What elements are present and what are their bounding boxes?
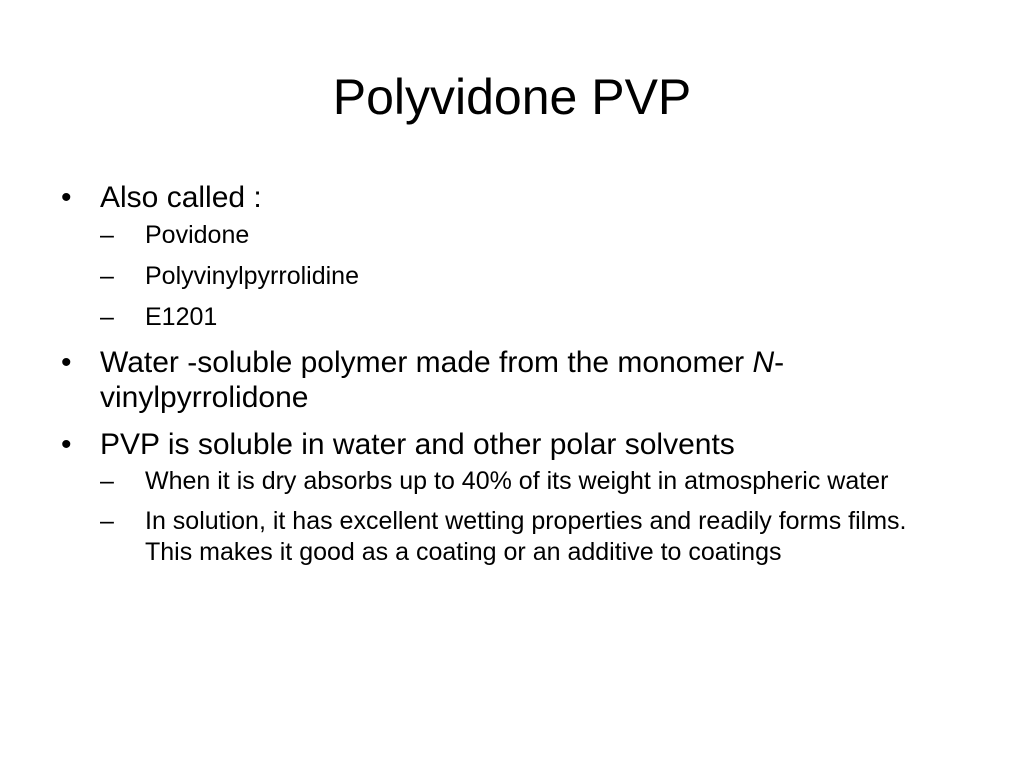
sub-marker: –: [100, 221, 114, 249]
bullet-text: Also called :: [100, 181, 262, 214]
bullet-marker: •: [61, 428, 72, 461]
bullet-text-before: Water -soluble polymer made from the monomer: [100, 346, 753, 379]
bullet-item: [58, 345, 958, 415]
sub-marker: –: [100, 262, 114, 290]
slide-content: [58, 180, 958, 580]
sub-item: [100, 506, 958, 568]
sub-list: [100, 219, 958, 333]
sub-item: [100, 219, 958, 251]
sub-text: E1201: [145, 303, 218, 331]
sub-item: [100, 301, 958, 333]
sub-marker: –: [100, 507, 114, 535]
sub-text: In solution, it has excellent wetting properties and readily forms films. This makes it good as a coating or an additive to coatings: [145, 507, 907, 566]
sub-marker: –: [100, 303, 114, 331]
sub-text: Polyvinylpyrrolidine: [145, 262, 359, 290]
bullet-marker: •: [61, 181, 72, 214]
sub-item: [100, 260, 958, 292]
bullet-marker: •: [61, 346, 72, 379]
sub-text: When it is dry absorbs up to 40% of its weight in atmospheric water: [145, 467, 889, 495]
bullet-text: PVP is soluble in water and other polar solvents: [100, 428, 735, 461]
slide-title: Polyvidone PVP: [332, 69, 692, 125]
sub-item: [100, 466, 958, 497]
bullet-item: [58, 427, 958, 568]
bullet-text-italic: N: [752, 346, 775, 379]
sub-marker: –: [100, 467, 114, 495]
bullet-item: [58, 180, 958, 333]
sub-list: [100, 466, 958, 568]
sub-text: Povidone: [145, 221, 250, 249]
bullet-text: [100, 346, 784, 414]
bullet-text-after: -vinylpyrrolidone: [100, 346, 785, 414]
